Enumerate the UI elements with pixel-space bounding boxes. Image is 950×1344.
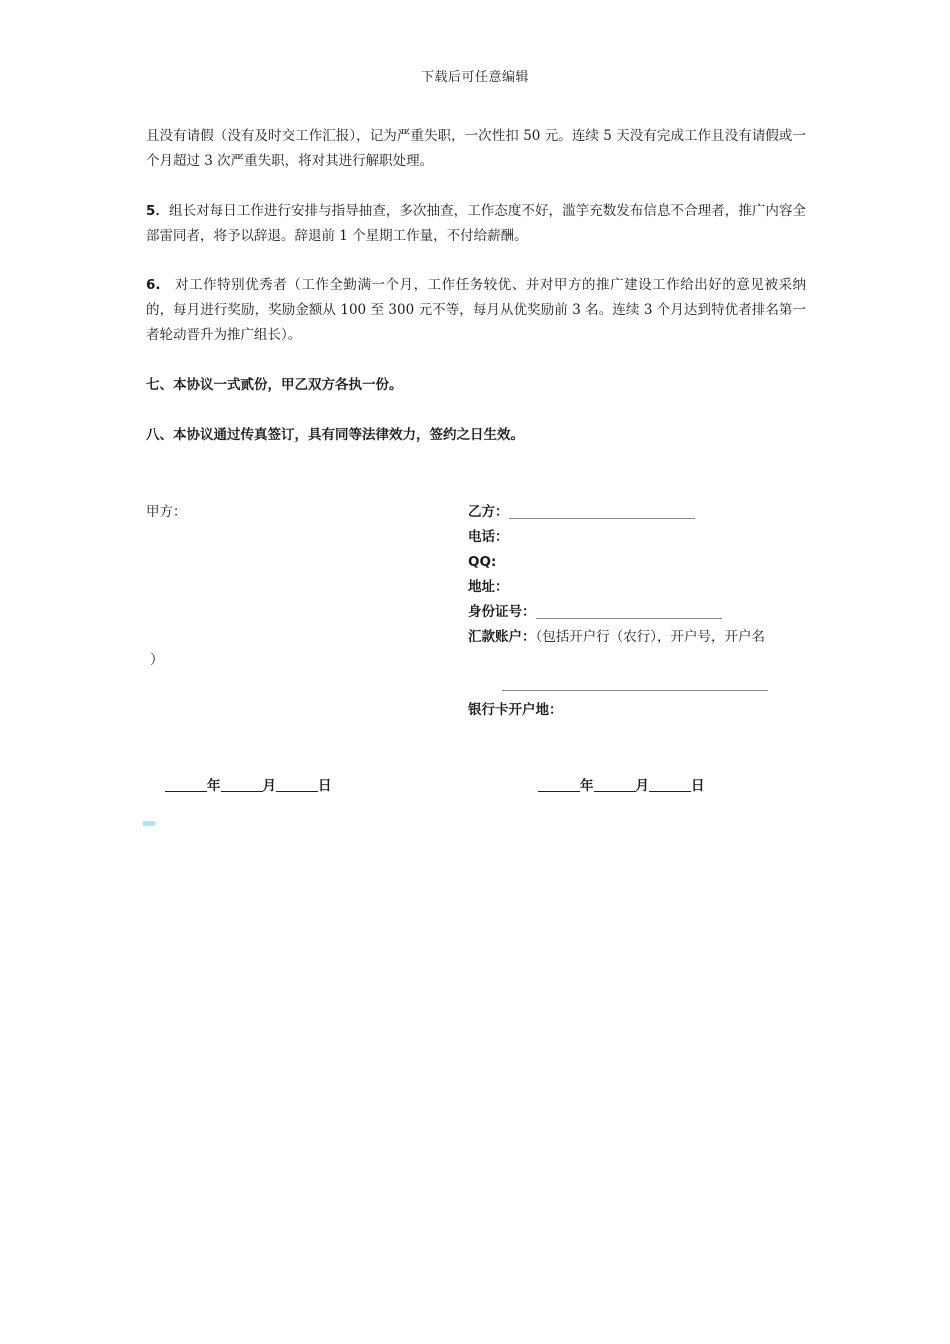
id-number-underline[interactable] <box>536 604 722 619</box>
paragraph-item-6 <box>146 273 806 348</box>
account-underline[interactable] <box>502 690 768 691</box>
item-6-number: 6. <box>146 277 161 293</box>
paragraph-penalty <box>146 124 806 174</box>
paragraph-penalty-text: 且没有请假（没有及时交工作汇报），记为严重失职，一次性扣 50 元。连续 5 天没有完成工作且没有请假或一个月超过 3 次严重失职，将对其进行解职处理。 <box>146 128 806 169</box>
party-b-label: 乙方： <box>468 504 509 520</box>
year-blank[interactable] <box>165 777 207 792</box>
account-label: 汇款账户： <box>468 629 536 645</box>
day-blank[interactable] <box>649 777 691 792</box>
item-5-text: 组长对每日工作进行安排与指导抽查，多次抽查，工作态度不好，滥竽充数发布信息不合理者，推广内容全部雷同者，将予以辞退。辞退前 1 个星期工作量，不付给薪酬。 <box>146 203 806 244</box>
account-close-paren: ） <box>150 652 164 668</box>
paragraph-item-5 <box>146 199 806 249</box>
selection-marker <box>143 821 155 826</box>
account-hint: （包括开户行（农行），开户号，开户名 <box>535 629 765 645</box>
clause-8: 八、本协议通过传真签订，具有同等法律效力，签约之日生效。 <box>146 427 524 443</box>
month-label: 月 <box>262 778 276 794</box>
bank-location-label: 银行卡开户地： <box>468 702 563 718</box>
day-label: 日 <box>691 778 705 794</box>
item-5-number: 5． <box>146 203 170 219</box>
address-label: 地址： <box>468 579 509 595</box>
item-6-text: 对工作特别优秀者（工作全勤满一个月，工作任务较优、并对甲方的推广建设工作给出好的意见被采纳的，每月进行奖励，奖励金额从 100 至 300 元不等，每月从优奖励前 3 名。连续 3 个月达到特优者排名第一者轮动晋升为推广组长）。 <box>146 277 807 343</box>
date-party-a <box>165 774 332 794</box>
month-blank[interactable] <box>594 777 636 792</box>
month-label: 月 <box>635 778 649 794</box>
year-blank[interactable] <box>538 777 580 792</box>
party-b-block <box>468 500 808 650</box>
month-blank[interactable] <box>221 777 263 792</box>
qq-label: QQ: <box>468 554 497 570</box>
party-b-underline[interactable] <box>509 504 695 519</box>
id-number-label: 身份证号： <box>468 604 536 620</box>
year-label: 年 <box>207 778 221 794</box>
phone-label: 电话： <box>468 529 509 545</box>
year-label: 年 <box>580 778 594 794</box>
day-label: 日 <box>318 778 332 794</box>
page-header: 下载后可任意编辑 <box>420 70 529 85</box>
day-blank[interactable] <box>276 777 318 792</box>
party-a-label: 甲方： <box>146 504 187 520</box>
clause-7: 七、本协议一式贰份，甲乙双方各执一份。 <box>146 377 403 393</box>
date-party-b <box>538 774 705 794</box>
